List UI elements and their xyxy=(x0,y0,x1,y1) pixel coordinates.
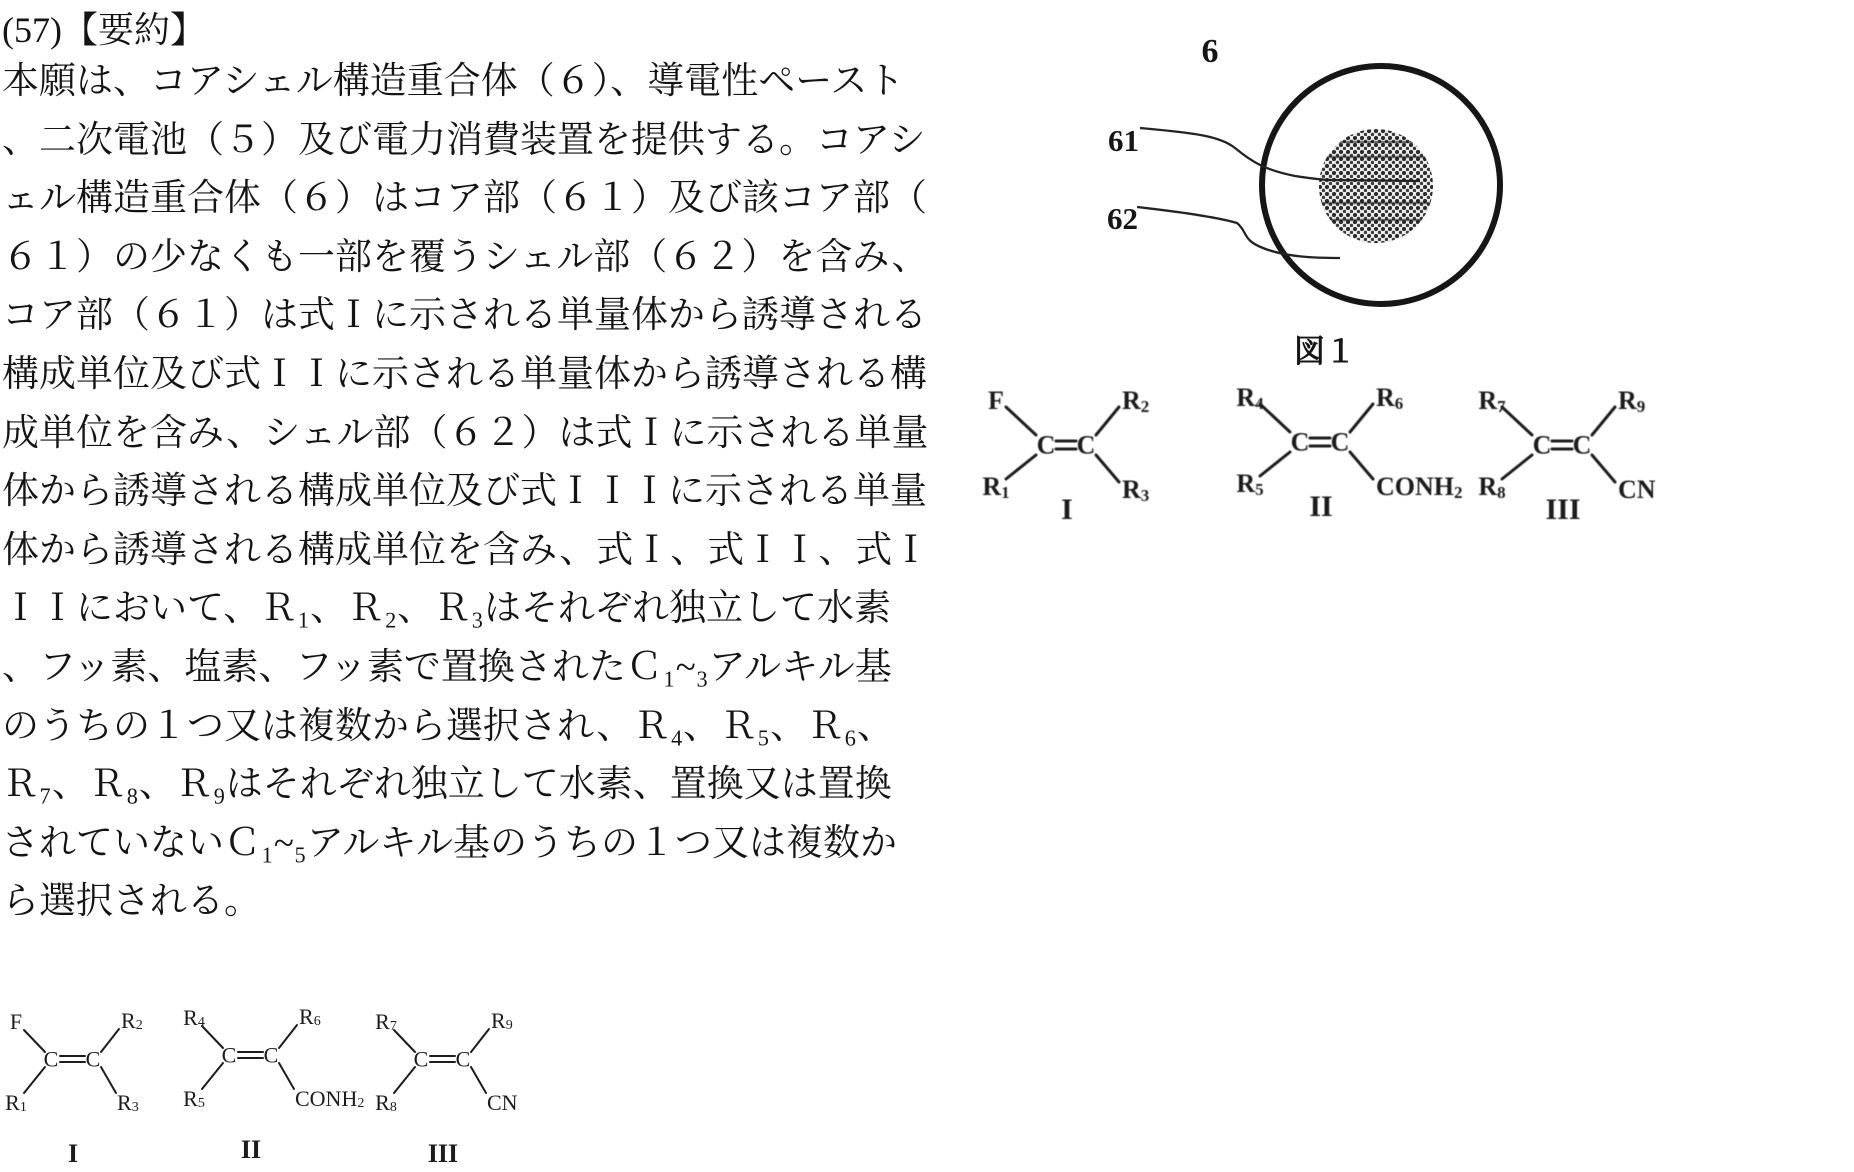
substituent-label-top-right: $R_9$ xyxy=(1618,385,1646,416)
substituent-label-bottom-right: $CONH_2$ xyxy=(295,1085,365,1111)
carbon-atom-label: C xyxy=(1290,427,1310,457)
core-shell-figure xyxy=(1080,10,1560,380)
bond-line xyxy=(1502,407,1532,435)
substituent-label-bottom-left: $R_5$ xyxy=(1236,468,1264,499)
formula-II-lower xyxy=(178,992,368,1172)
bond-line xyxy=(101,1029,119,1052)
substituent-label-bottom-right: $R_3$ xyxy=(117,1089,139,1115)
abstract-line: 、フッ素、塩素、フッ素で置換されたＣ₁~₃アルキル基 xyxy=(2,646,892,688)
bond-line xyxy=(1096,407,1119,435)
substituent-label-top-right: $R_9$ xyxy=(491,1007,513,1033)
bond-line xyxy=(1260,452,1290,476)
shell-ref-62-label: 62 xyxy=(1107,201,1138,236)
structure-drawing xyxy=(972,383,1192,533)
bond-line xyxy=(1350,452,1373,479)
figure-ref-6-label: 6 xyxy=(1201,33,1219,70)
bond-line xyxy=(1350,404,1373,432)
substituent-label-bottom-right: CN xyxy=(487,1089,518,1115)
abstract-line: Ｒ₇、Ｒ₈、Ｒ₉はそれぞれ独立して水素、置換又は置換 xyxy=(2,764,892,806)
abstract-header: (57)【要約】 xyxy=(2,10,206,50)
substituent-label-bottom-left: $R_8$ xyxy=(375,1089,397,1115)
carbon-atom-label: C xyxy=(1330,427,1350,457)
leader-line-62 xyxy=(1137,207,1340,258)
abstract-line: 成単位を含み、シェル部（６２）は式Ｉに示される単量 xyxy=(2,412,929,454)
core-ref-61-label: 61 xyxy=(1108,123,1139,158)
abstract-line: ６１）の少なくも一部を覆うシェル部（６２）を含み、 xyxy=(2,236,929,278)
carbon-atom-label: C xyxy=(1076,430,1096,460)
substituent-label-top-right: $R_2$ xyxy=(121,1007,143,1033)
figure1-caption: 図１ xyxy=(1294,334,1356,369)
abstract-line: ＩＩにおいて、Ｒ₁、Ｒ₂、Ｒ₃はそれぞれ独立して水素 xyxy=(2,588,891,630)
substituent-label-top-left: $R_7$ xyxy=(375,1008,397,1034)
abstract-body xyxy=(2,53,962,932)
formula-number-label: II xyxy=(1309,490,1333,523)
substituent-label-top-right: $R_6$ xyxy=(1376,382,1404,413)
carbon-atom-label: C xyxy=(1036,430,1056,460)
abstract-line: 構成単位及び式ＩＩに示される単量体から誘導される構 xyxy=(2,353,927,395)
formula-number-label: III xyxy=(1545,493,1581,526)
structure-drawing xyxy=(1226,380,1463,530)
abstract-line: ェル構造重合体（６）はコア部（６１）及び該コア部（ xyxy=(2,178,927,220)
carbon-atom-label: C xyxy=(1572,430,1592,460)
substituent-label-bottom-right: $CONH_2$ xyxy=(1376,471,1463,502)
substituent-label-bottom-right: CN xyxy=(1618,474,1656,504)
formula-I-lower xyxy=(0,996,190,1172)
substituent-label-top-left: $R_4$ xyxy=(1236,382,1264,413)
abstract-line: 体から誘導される構成単位を含み、式Ｉ、式ＩＩ、式Ｉ xyxy=(2,529,930,571)
formula-III-lower xyxy=(370,996,560,1172)
bond-line xyxy=(394,1067,415,1093)
bond-line xyxy=(279,1063,294,1089)
bond-line xyxy=(279,1025,297,1048)
abstract-line: 本願は、コアシェル構造重合体（６）、導電性ペースト xyxy=(2,61,905,102)
formula-II-upper xyxy=(1226,380,1463,530)
formula-number-label: II xyxy=(240,1135,262,1164)
carbon-atom-label: C xyxy=(1532,430,1552,460)
bond-line xyxy=(202,1063,223,1089)
substituent-label-bottom-left: $R_1$ xyxy=(982,471,1010,502)
formula-III-upper xyxy=(1468,383,1688,533)
abstract-line: のうちの１つ又は複数から選択され、Ｒ₄、Ｒ₅、Ｒ₆、 xyxy=(2,705,894,747)
substituent-label-top-left: $R_4$ xyxy=(183,1004,205,1030)
bond-line xyxy=(1006,407,1036,435)
carbon-atom-label: C xyxy=(221,1042,237,1068)
bond-line xyxy=(471,1067,486,1093)
substituent-label-bottom-left: $R_8$ xyxy=(1478,471,1506,502)
bond-line xyxy=(1592,407,1615,435)
carbon-atom-label: C xyxy=(43,1046,59,1072)
bond-line xyxy=(202,1026,223,1048)
structure-drawing xyxy=(1468,383,1688,533)
bond-line xyxy=(1096,455,1119,482)
substituent-label-top-right: $R_2$ xyxy=(1122,385,1150,416)
formula-number-label: I xyxy=(67,1139,79,1168)
substituent-label-top-left: $R_7$ xyxy=(1478,385,1506,416)
substituent-label-top-left: F xyxy=(988,385,1004,415)
abstract-line: ら選択される。 xyxy=(2,881,261,923)
substituent-label-top-left: F xyxy=(9,1008,23,1034)
carbon-atom-label: C xyxy=(263,1042,279,1068)
substituent-label-top-right: $R_6$ xyxy=(299,1003,321,1029)
structure-drawing xyxy=(370,996,560,1172)
bond-line xyxy=(24,1067,45,1093)
bond-line xyxy=(471,1029,489,1052)
carbon-atom-label: C xyxy=(455,1046,471,1072)
abstract-line: 、二次電池（５）及び電力消費装置を提供する。コアシ xyxy=(2,119,926,161)
formula-number-label: III xyxy=(427,1139,459,1168)
formula-I-upper xyxy=(972,383,1192,533)
carbon-atom-label: C xyxy=(413,1046,429,1072)
substituent-label-bottom-left: $R_5$ xyxy=(183,1085,205,1111)
bond-line xyxy=(101,1067,116,1093)
abstract-line: 体から誘導される構成単位及び式ＩＩＩに示される単量 xyxy=(2,471,927,513)
substituent-label-bottom-right: $R_3$ xyxy=(1122,474,1150,505)
abstract-line: コア部（６１）は式Ｉに示される単量体から誘導される xyxy=(2,295,927,337)
bond-line xyxy=(1592,455,1615,482)
substituent-label-bottom-left: $R_1$ xyxy=(5,1089,27,1115)
core-circle xyxy=(1319,129,1433,243)
bond-line xyxy=(24,1030,45,1052)
carbon-atom-label: C xyxy=(85,1046,101,1072)
formula-number-label: I xyxy=(1061,493,1073,526)
structure-drawing xyxy=(178,992,368,1172)
bond-line xyxy=(1260,404,1290,432)
bond-line xyxy=(1502,455,1532,479)
abstract-line: されていないＣ₁~₅アルキル基のうちの１つ又は複数か xyxy=(2,822,897,864)
structure-drawing xyxy=(0,996,190,1172)
bond-line xyxy=(1006,455,1036,479)
bond-line xyxy=(394,1030,415,1052)
